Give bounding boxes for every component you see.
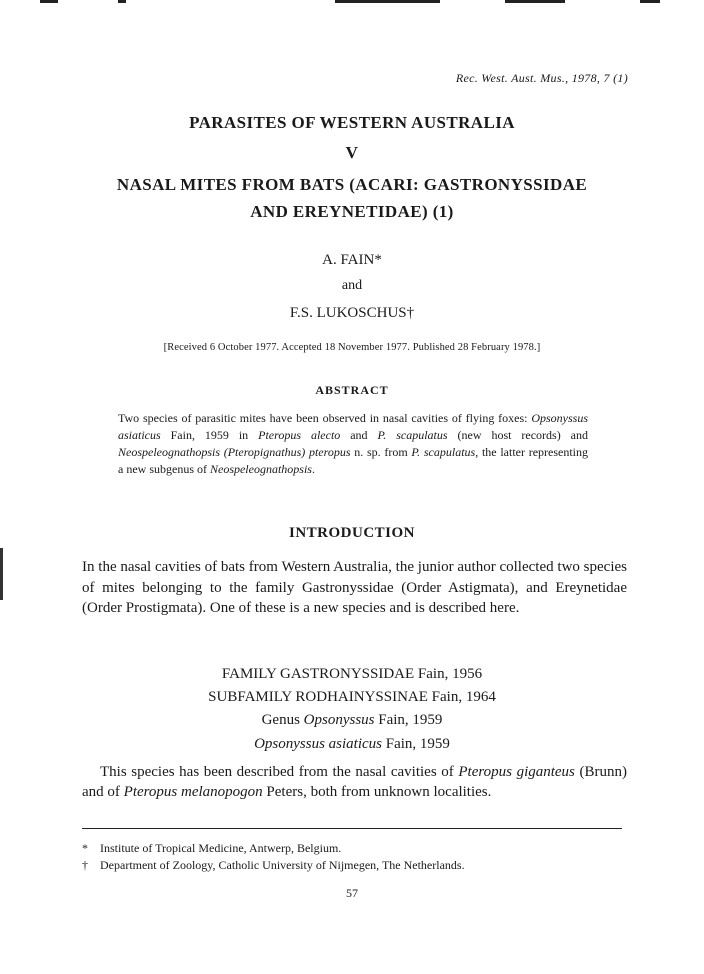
- abstract-fragment: Fain, 1959 in: [160, 428, 259, 442]
- species-fragment: This species has been described from the nasal cavities of: [100, 764, 459, 780]
- paper-title-line-1: NASAL MITES FROM BATS (ACARI: GASTRONYSSIDAE: [116, 175, 588, 194]
- footnote-2-text: Department of Zoology, Catholic University of Nijmegen, The Netherlands.: [100, 858, 465, 872]
- species-heading: [0, 736, 704, 753]
- abstract-fragment: .: [311, 462, 315, 476]
- abstract-heading: ABSTRACT: [315, 383, 389, 397]
- scan-edge-mark: [0, 548, 3, 600]
- author-conjunction: and: [341, 278, 363, 293]
- genus-heading: [0, 712, 704, 729]
- species-host: Pteropus melanopogon: [123, 784, 263, 800]
- footnote-rule: [82, 828, 622, 829]
- species-paragraph: [82, 762, 627, 802]
- series-title: PARASITES OF WESTERN AUSTRALIA: [189, 113, 515, 132]
- paper-title-line-2: AND EREYNETIDAE) (1): [250, 202, 454, 221]
- species-name: Opsonyssus asiaticus: [254, 736, 382, 752]
- abstract-fragment: n. sp. from: [350, 445, 412, 459]
- part-number: V: [345, 143, 359, 162]
- footnote-1-mark: *: [82, 841, 88, 855]
- scan-top-marks: [0, 0, 704, 6]
- genus-prefix: Genus: [261, 712, 304, 728]
- subfamily-heading: SUBFAMILY RODHAINYSSINAE Fain, 1964: [208, 689, 496, 705]
- abstract-species: Pteropus alecto: [258, 428, 341, 442]
- abstract-species: P. scapulatus: [377, 428, 448, 442]
- journal-reference: Rec. West. Aust. Mus., 1978, 7 (1): [455, 71, 628, 85]
- species-fragment: (Brunn) and of: [82, 764, 627, 800]
- introduction-text: In the nasal cavities of bats from Western Australia, the junior author collected two species of mites belonging to the family Gastronyssidae (Order Astigmata), and Ereynetidae (Order Prostigmata). One of these is a new species and is described here.: [82, 559, 627, 616]
- genus-name: Opsonyssus: [303, 712, 375, 728]
- page-number: 57: [346, 886, 358, 900]
- species-fragment: Peters, both from unknown localities.: [262, 784, 492, 800]
- species-author: Fain, 1959: [382, 736, 450, 752]
- abstract-text: [118, 410, 588, 478]
- species-host: Pteropus giganteus: [458, 764, 575, 780]
- genus-author: Fain, 1959: [374, 712, 443, 728]
- abstract-fragment: Two species of parasitic mites have been observed in nasal cavities of flying foxes:: [118, 411, 532, 425]
- footnote-2: [82, 858, 642, 873]
- abstract-fragment: (new host records) and: [447, 428, 588, 442]
- footnote-2-mark: †: [82, 858, 88, 872]
- abstract-species: P. scapulatus: [411, 445, 476, 459]
- abstract-fragment: , the latter representing a new subgenus of: [118, 445, 589, 476]
- footnote-1-text: Institute of Tropical Medicine, Antwerp, Belgium.: [100, 841, 342, 855]
- family-heading: FAMILY GASTRONYSSIDAE Fain, 1956: [221, 666, 483, 682]
- author-1: A. FAIN*: [322, 252, 382, 268]
- abstract-species: Opsonyssus asiaticus: [118, 411, 588, 442]
- introduction-heading: INTRODUCTION: [288, 525, 415, 541]
- received-dates: [Received 6 October 1977. Accepted 18 November 1977. Published 28 February 1978.]: [163, 342, 541, 353]
- abstract-species: Neospeleognathopsis (Pteropignathus) pteropus: [118, 445, 351, 459]
- abstract-species: Neospeleognathopsis: [209, 462, 312, 476]
- author-2: F.S. LUKOSCHUS†: [289, 305, 415, 321]
- footnote-1: [82, 841, 642, 856]
- abstract-fragment: and: [340, 428, 378, 442]
